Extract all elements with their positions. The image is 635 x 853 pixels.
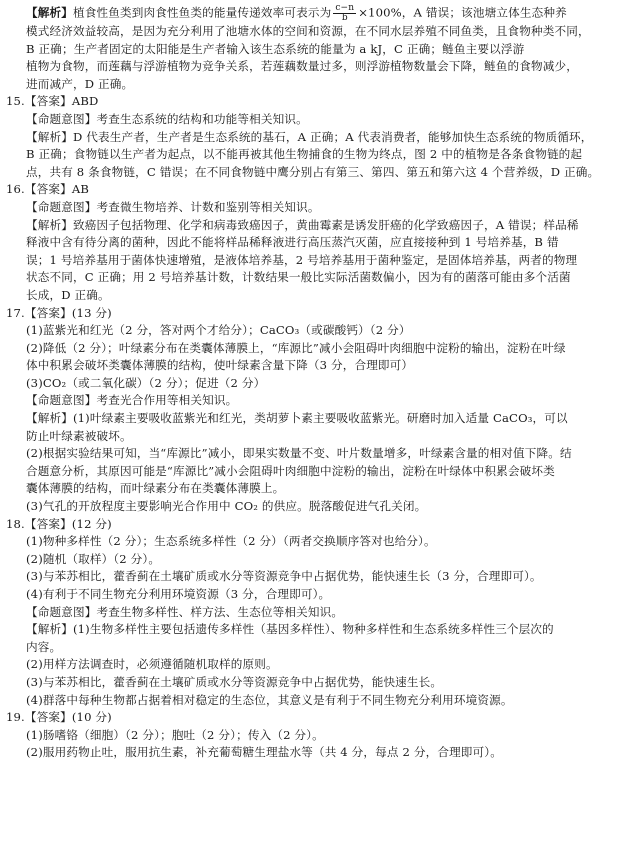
text-line: 长成，D 正确。 (26, 287, 110, 302)
text-line: 【解析】致癌因子包括物理、化学和病毒致癌因子，黄曲霉素是诱发肝癌的化学致癌因子，A 错误；样品稀 (26, 217, 579, 232)
text-line: (4)群落中每种生物都占据着相对稳定的生态位，其意义是有利于不同生物充分利用环境资源。 (26, 692, 513, 707)
intent-line: 【命题意图】考查生物多样性、样方法、生态位等相关知识。 (26, 604, 344, 619)
text-line: (2)根据实验结果可知，当“库源比”减小，即果实数量不变、叶片数量增多，叶绿素含量的相对值下降。结 (26, 446, 572, 461)
text-line: (2)用样方法调查时，必须遵循随机取样的原则。 (26, 657, 278, 672)
text-line: (2)降低（2 分）；叶绿素分布在类囊体薄膜上，“库源比”减小会阻碍叶肉细胞中淀粉的输出，淀粉在叶绿 (26, 340, 566, 355)
text-line: 点，共有 8 条食物链，C 错误；在不同食物链中鹰分别占有第三、第四、第五和第六这 4 个营养级，D 正确。 (26, 164, 600, 179)
fraction-numerator: c−n (335, 3, 355, 13)
text-line: (4)有利于不同生物充分利用环境资源（3 分，合理即可）。 (26, 587, 331, 601)
text-line: B 正确；生产者固定的太阳能是生产者输入该生态系统的能量为 a kJ，C 正确；鲢鱼主要以浮游 (26, 41, 525, 56)
text-line: (1)物种多样性（2 分）；生态系统多样性（2 分）（两者交换顺序答对也给分）。 (26, 534, 436, 549)
text-line: (3)气孔的开放程度主要影响光合作用中 CO₂ 的供应。脱落酸促进气孔关闭。 (26, 499, 427, 514)
text-line: (3)与苯苏相比，藿香蓟在土壤矿质或水分等资源竞争中占据优势，能快速生长。 (26, 674, 443, 689)
answer-heading-19: 19.【答案】(10 分) (6, 710, 112, 725)
text-line: (2)服用药物止吐，服用抗生素，补充葡萄糖生理盐水等（共 4 分，每点 2 分，合理即可）。 (26, 745, 502, 760)
text-line: 【解析】D 代表生产者，生产者是生态系统的基石，A 正确；A 代表消费者，能够加快生态系统的物质循环， (26, 129, 593, 144)
intent-line: 【命题意图】考查光合作用等相关知识。 (26, 393, 238, 408)
text-line: 防止叶绿素被破坏。 (26, 428, 132, 443)
text-line: 植物为食物，而莲藕与浮游植物为竞争关系，若莲藕数量过多，则浮游植物数量会下降，鲢鱼的食物减少， (26, 59, 578, 74)
analysis-text: 植食性鱼类到肉食性鱼类的能量传递效率可表示为 (72, 5, 332, 20)
text-line: 状态不同，C 正确；用 2 号培养基计数，计数结果一般比实际活菌数偏小，因为有的菌落可能由多个活菌 (26, 270, 571, 285)
answer-heading-15: 15.【答案】ABD (6, 94, 99, 109)
efficiency-fraction (333, 4, 356, 23)
intent-line: 【命题意图】考查微生物培养、计数和鉴别等相关知识。 (26, 199, 320, 214)
intent-line: 【命题意图】考查生态系统的结构和功能等相关知识。 (26, 111, 308, 126)
text-line: 模式经济效益较高，是因为充分利用了池塘水体的空间和资源，在不同水层养殖不同鱼类，且食物种类不同， (26, 24, 590, 38)
text-line: 体中积累会破坏类囊体薄膜的结构，使叶绿素含量下降（3 分，合理即可） (26, 358, 414, 373)
text-line: (1)蓝紫光和红光（2 分，答对两个才给分）；CaCO₃（或碳酸钙）（2 分） (26, 323, 411, 338)
text-line: 囊体薄膜的结构，而叶绿素分布在类囊体薄膜上。 (26, 481, 285, 496)
text-line: 合题意分析，其原因可能是“库源比”减小会阻碍叶肉细胞中淀粉的输出，淀粉在叶绿体中积累会破坏类 (26, 463, 555, 478)
text-line: 内容。 (26, 639, 62, 654)
text-line: B 正确；食物链以生产者为起点，以不能再被其他生物捕食的生物为终点，图 2 中的植物是各条食物链的起 (26, 147, 583, 162)
text-line: 误；1 号培养基用于菌体快速增殖，是液体培养基，2 号培养基用于菌种鉴定，是固体培养基，两者的物理 (26, 252, 578, 267)
text-line: 【解析】(1)叶绿素主要吸收蓝紫光和红光，类胡萝卜素主要吸收蓝紫光。研磨时加入适量 CaCO₃，可以 (26, 411, 568, 426)
text-line: (3)CO₂（或二氧化碳）（2 分）；促进（2 分） (26, 375, 266, 390)
analysis-text-cont: ×100%，A 错误；该池塘立体生态种养 (358, 5, 567, 20)
text-line: (3)与苯苏相比，藿香蓟在土壤矿质或水分等资源竞争中占据优势，能快速生长（3 分，合理即可）。 (26, 569, 542, 584)
text-line: 【解析】(1)生物多样性主要包括遗传多样性（基因多样性）、物种多样性和生态系统多样性三个层次的 (26, 622, 554, 637)
text-line: 释液中含有待分离的菌种，因此不能将样品稀释液进行高压蒸汽灭菌，应直接接种到 1 号培养基，B 错 (26, 235, 559, 250)
fraction-denominator: b (341, 13, 348, 23)
text-line: (1)肠嗜铬（细胞）（2 分）；胞吐（2 分）；传入（2 分）。 (26, 727, 324, 742)
text-line: 进而减产，D 正确。 (26, 76, 134, 91)
analysis-line (26, 4, 621, 23)
analysis-tag: 【解析】 (26, 5, 73, 20)
answer-heading-17: 17.【答案】(13 分) (6, 305, 112, 320)
text-line: (2)随机（取样）（2 分）。 (26, 551, 161, 566)
answer-heading-16: 16.【答案】AB (6, 182, 90, 197)
answer-heading-18: 18.【答案】(12 分) (6, 516, 112, 531)
